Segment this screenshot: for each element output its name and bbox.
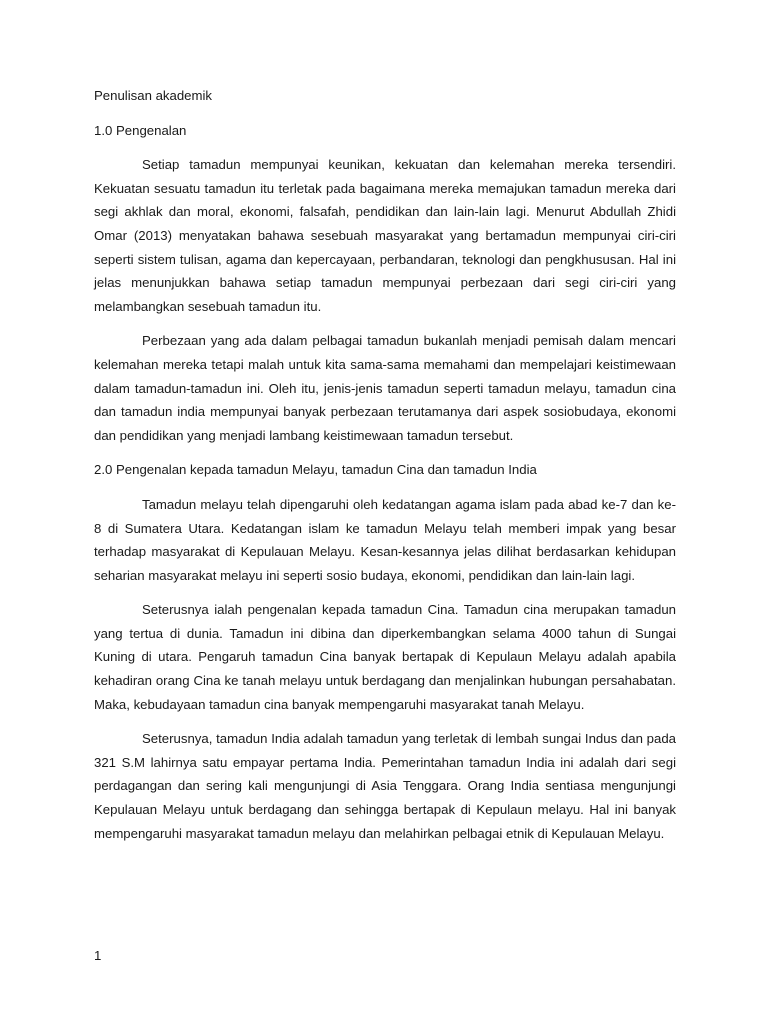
document-body	[94, 84, 676, 856]
section-2-paragraph-3: Seterusnya, tamadun India adalah tamadun yang terletak di lembah sungai Indus dan pada 321 S.M lahirnya satu empayar pertama India. Pemerintahan tamadun India ini adalah dari segi perdagangan dan sering kali mengunjungi di Asia Tenggara. Orang India sentiasa mengunjungi Kepulauan Melayu untuk berdagang dan sehingga bertapak di Kepulaun melayu. Hal ini banyak mempengaruhi masyarakat tamadun melayu dan melahirkan pelbagai etnik di Kepulauan Melayu.	[94, 731, 676, 841]
section-heading-2: 2.0 Pengenalan kepada tamadun Melayu, tamadun Cina dan tamadun India	[94, 462, 537, 478]
section-1-paragraph-1: Setiap tamadun mempunyai keunikan, kekuatan dan kelemahan mereka tersendiri. Kekuatan sesuatu tamadun itu terletak pada bagaimana mereka memajukan tamadun mereka dari segi akhlak dan moral, ekonomi, falsafah, pendidikan dan lain-lain lagi. Menurut Abdullah Zhidi Omar (2013) menyatakan bahawa sesebuah masyarakat yang bertamadun mempunyai ciri-ciri seperti sistem tulisan, agama dan kepercayaan, perbandaran, teknologi dan pengkhususan. Hal ini jelas menunjukkan bahawa setiap tamadun mempunyai perbezaan dari segi ciri-ciri yang melambangkan sesebuah tamadun itu.	[94, 157, 676, 314]
section-2-paragraph-1: Tamadun melayu telah dipengaruhi oleh kedatangan agama islam pada abad ke-7 dan ke-8 di Sumatera Utara. Kedatangan islam ke tamadun Melayu telah memberi impak yang besar terhadap masyarakat di Kepulauan Melayu. Kesan-kesannya jelas dilihat berdasarkan kehidupan seharian masyarakat melayu ini seperti sosio budaya, ekonomi, pendidikan dan lain-lain lagi.	[94, 496, 676, 583]
section-2-paragraph-2: Seterusnya ialah pengenalan kepada tamadun Cina. Tamadun cina merupakan tamadun yang tertua di dunia. Tamadun ini dibina dan diperkembangkan selama 4000 tahun di Sungai Kuning di utara. Pengaruh tamadun Cina banyak bertapak di Kepulaun Melayu adalah apabila kehadiran orang Cina ke tanah melayu untuk berdagang dan menjalinkan hubungan persahabatan. Maka, kebudayaan tamadun cina banyak mempengaruhi masyarakat tanah Melayu.	[94, 602, 676, 712]
section-1-paragraph-2: Perbezaan yang ada dalam pelbagai tamadun bukanlah menjadi pemisah dalam mencari kelemahan mereka tetapi malah untuk kita sama-sama memahami dan mempelajari keistimewaan dalam tamadun-tamadun ini. Oleh itu, jenis-jenis tamadun seperti tamadun melayu, tamadun cina dan tamadun india mempunyai banyak perbezaan terutamanya dari aspek sosiobudaya, ekonomi dan pendidikan yang menjadi lambang keistimewaan tamadun tersebut.	[94, 333, 676, 443]
page-number: 1	[94, 948, 102, 963]
document-title: Penulisan akademik	[94, 88, 213, 103]
section-heading-1: 1.0 Pengenalan	[94, 122, 187, 138]
